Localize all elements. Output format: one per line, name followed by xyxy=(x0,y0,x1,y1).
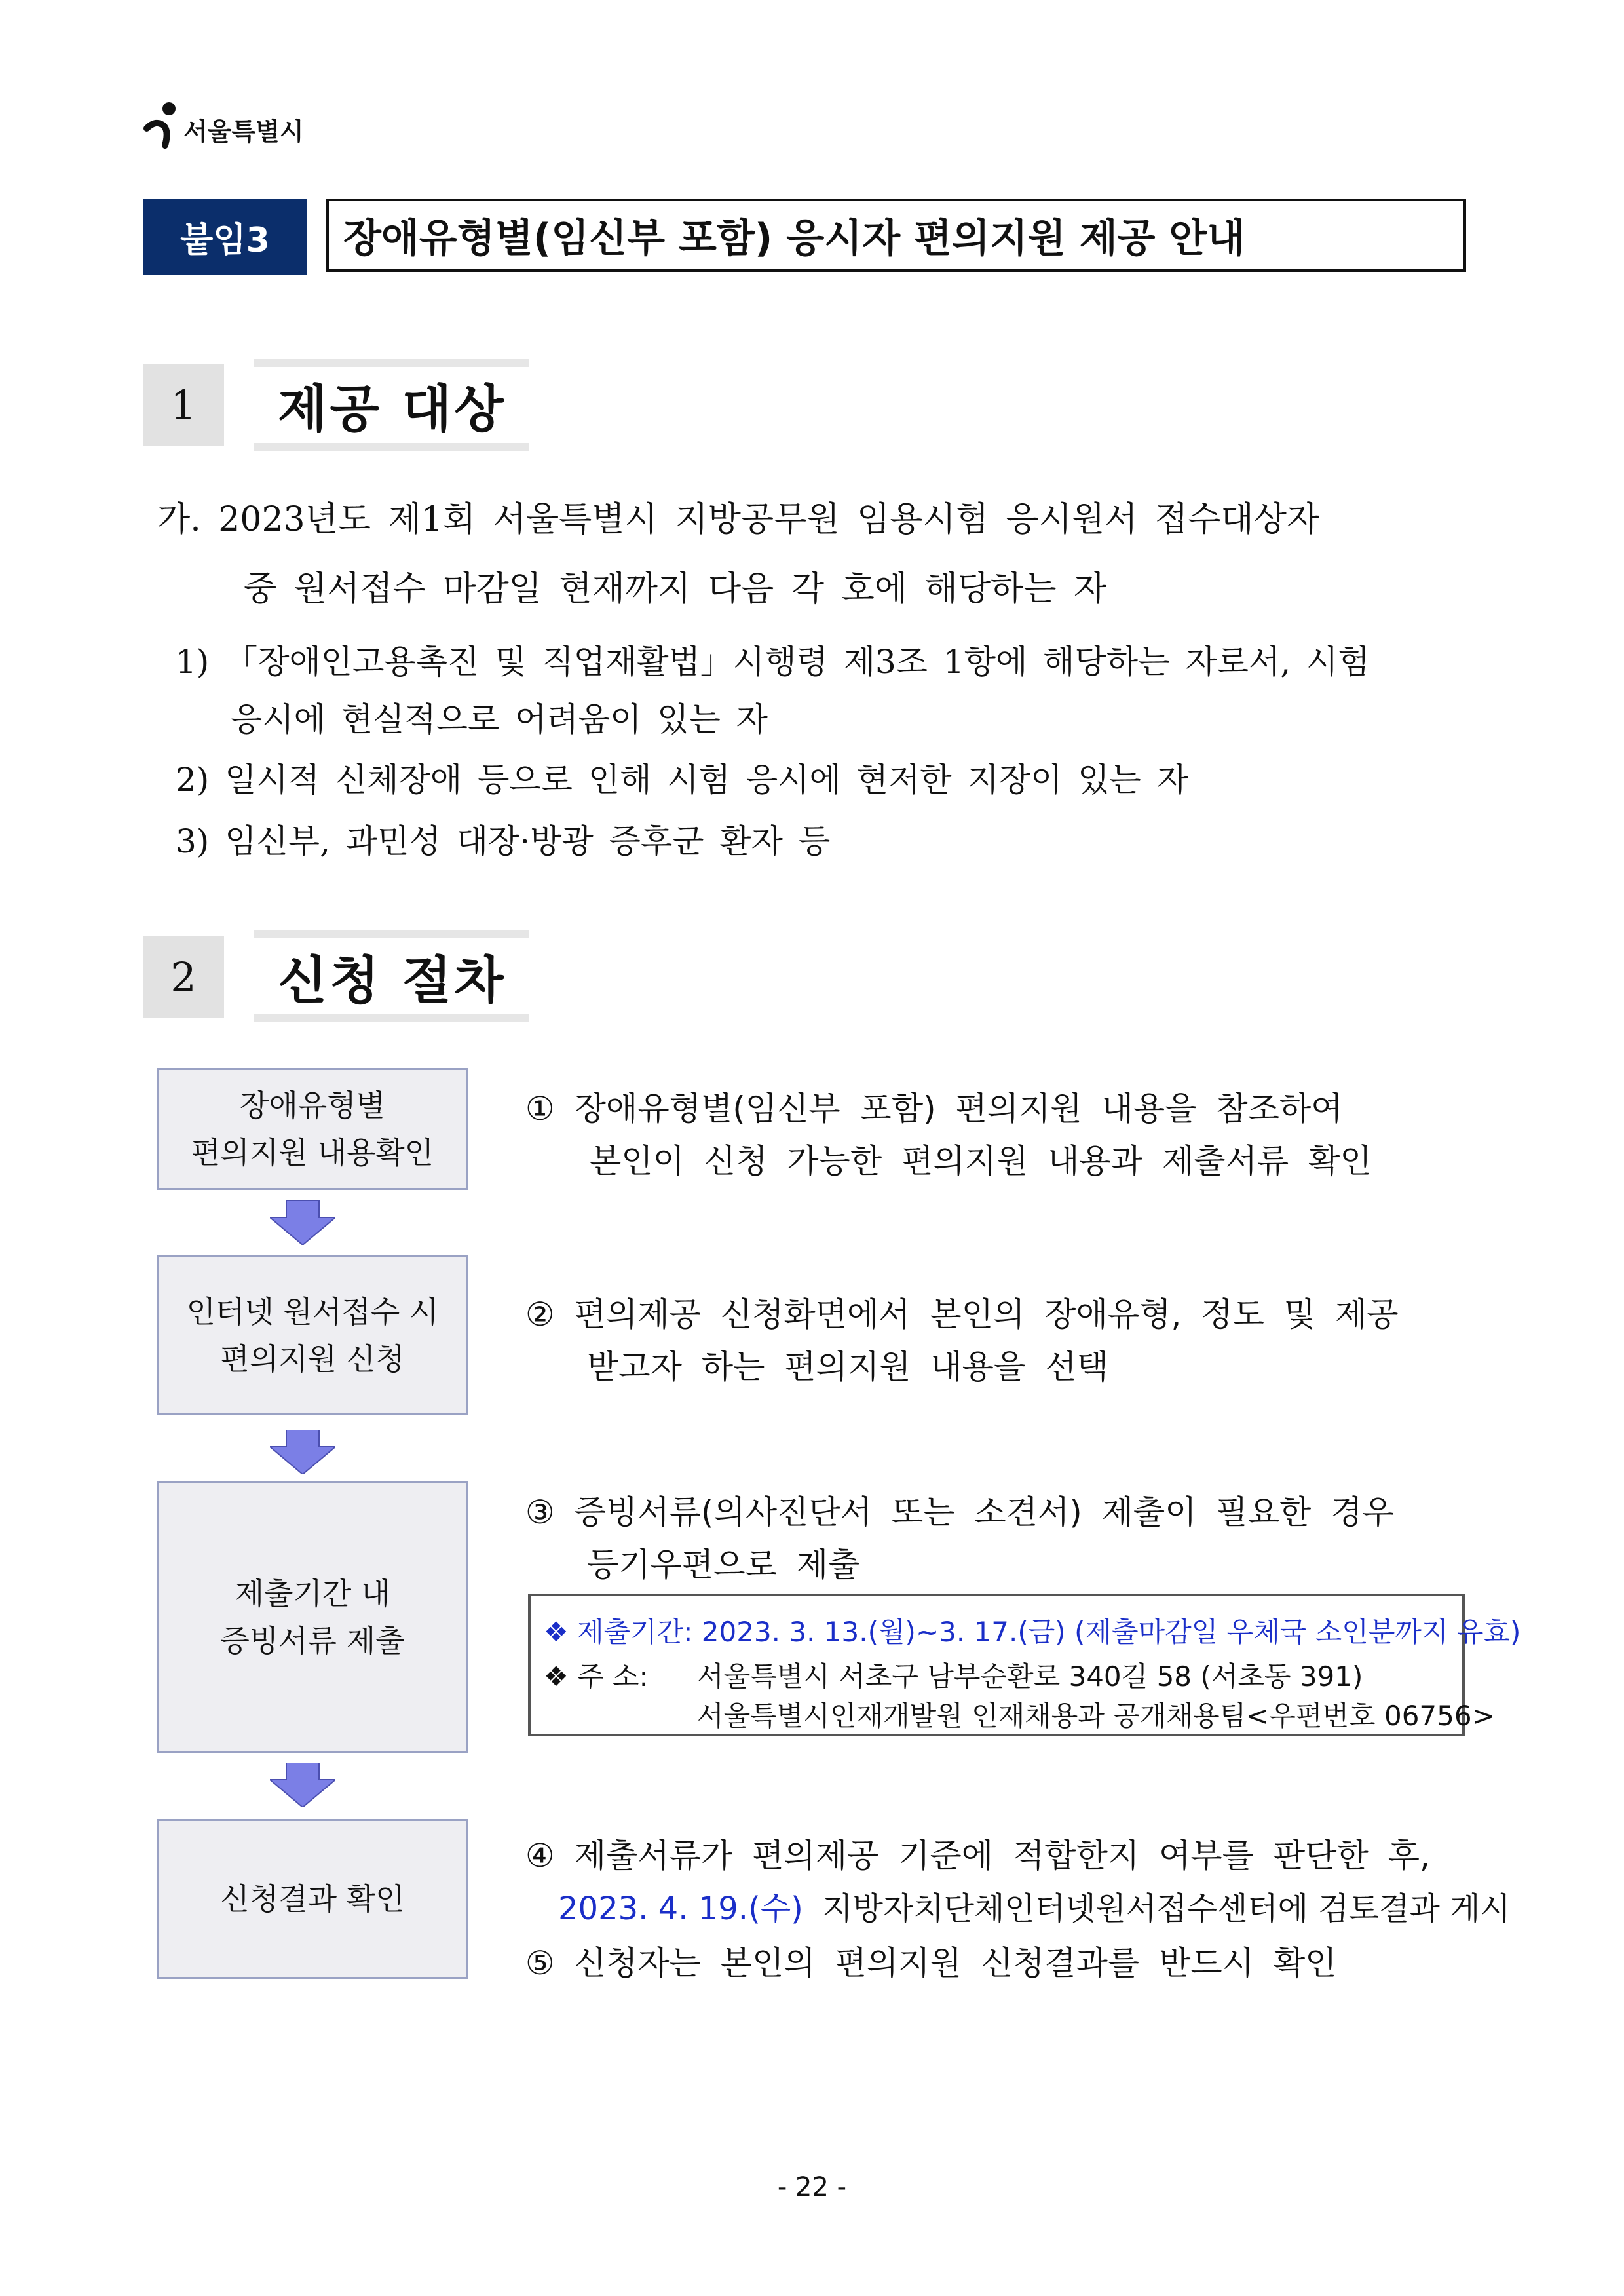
flow-box-apply-line2: 편의지원 신청 xyxy=(220,1341,405,1377)
section-1-number: 1 xyxy=(143,364,224,446)
notice-address-label: ❖ 주 소: xyxy=(544,1660,649,1693)
flow-box-apply-line1: 인터넷 원서접수 시 xyxy=(186,1294,439,1330)
flow-box-submit-line1: 제출기간 내 xyxy=(235,1576,390,1611)
step2-line1: ② 편의제공 신청화면에서 본인의 장애유형, 정도 및 제공 xyxy=(525,1295,1399,1333)
step4-line2-rest: 지방자치단체인터넷원서접수센터에 검토결과 게시 xyxy=(822,1890,1511,1927)
flow-box-result-line1: 신청결과 확인 xyxy=(220,1881,405,1917)
attachment-title: 장애유형별(임신부 포함) 응시자 편의지원 제공 안내 xyxy=(326,199,1466,272)
notice-address-line2: 서울특별시인재개발원 인재채용과 공개채용팀<우편번호 06756> xyxy=(697,1700,1495,1732)
flow-box-check-line1: 장애유형별 xyxy=(239,1088,386,1123)
down-arrow-icon xyxy=(270,1200,335,1245)
item1-line1: 1) 「장애인고용촉진 및 직업재활법」시행령 제3조 1항에 해당하는 자로서, 시험 xyxy=(176,643,1370,681)
flow-box-check-line2: 편의지원 내용확인 xyxy=(191,1135,434,1170)
result-date: 2023. 4. 19.(수) xyxy=(558,1890,803,1927)
submission-notice-box xyxy=(528,1594,1521,1736)
step3-line1: ③ 증빙서류(의사진단서 또는 소견서) 제출이 필요한 경우 xyxy=(525,1493,1394,1531)
page-number: - 22 - xyxy=(777,2172,847,2202)
section-1-title: 제공 대상 xyxy=(254,359,529,451)
notice-address-line1: 서울특별시 서초구 남부순환로 340길 58 (서초동 391) xyxy=(697,1660,1363,1693)
flow-box-check xyxy=(157,1068,468,1190)
down-arrow-icon xyxy=(270,1430,335,1474)
para-ga-line2: 중 원서접수 마감일 현재까지 다음 각 호에 해당하는 자 xyxy=(244,569,1107,609)
flow-box-result xyxy=(157,1819,468,1979)
down-arrow-icon xyxy=(270,1763,335,1807)
step1-line2: 본인이 신청 가능한 편의지원 내용과 제출서류 확인 xyxy=(590,1142,1372,1180)
flow-box-apply xyxy=(157,1255,468,1415)
step2-line2: 받고자 하는 편의지원 내용을 선택 xyxy=(587,1348,1108,1386)
seoul-logo-icon xyxy=(143,100,182,149)
step4-line2 xyxy=(558,1883,1511,1928)
flow-box-submit-line2: 증빙서류 제출 xyxy=(220,1623,405,1658)
notice-period: ❖ 제출기간: 2023. 3. 13.(월)~3. 17.(금) (제출마감일 우체국 소인분까지 유효) xyxy=(544,1616,1521,1648)
item2: 2) 일시적 신체장애 등으로 인해 시험 응시에 현저한 지장이 있는 자 xyxy=(176,761,1189,799)
logo-text: 서울특별시 xyxy=(183,117,304,146)
step5: ⑤ 신청자는 본인의 편의지원 신청결과를 반드시 확인 xyxy=(525,1944,1337,1982)
section-2-number: 2 xyxy=(143,936,224,1018)
section-2-title: 신청 절차 xyxy=(254,930,529,1022)
step3-line2: 등기우편으로 제출 xyxy=(587,1546,860,1584)
step4-line1: ④ 제출서류가 편의제공 기준에 적합한지 여부를 판단한 후, xyxy=(525,1837,1430,1875)
para-ga-line1: 가. 2023년도 제1회 서울특별시 지방공무원 임용시험 응시원서 접수대상자 xyxy=(157,500,1320,539)
item1-line2: 응시에 현실적으로 어려움이 있는 자 xyxy=(231,700,768,738)
flow-box-submit xyxy=(157,1481,468,1753)
step1-line1: ① 장애유형별(임신부 포함) 편의지원 내용을 참조하여 xyxy=(525,1090,1343,1128)
attachment-tag: 붙임3 xyxy=(143,199,307,275)
seoul-logo xyxy=(143,100,313,149)
item3: 3) 임신부, 과민성 대장·방광 증후군 환자 등 xyxy=(176,822,831,860)
